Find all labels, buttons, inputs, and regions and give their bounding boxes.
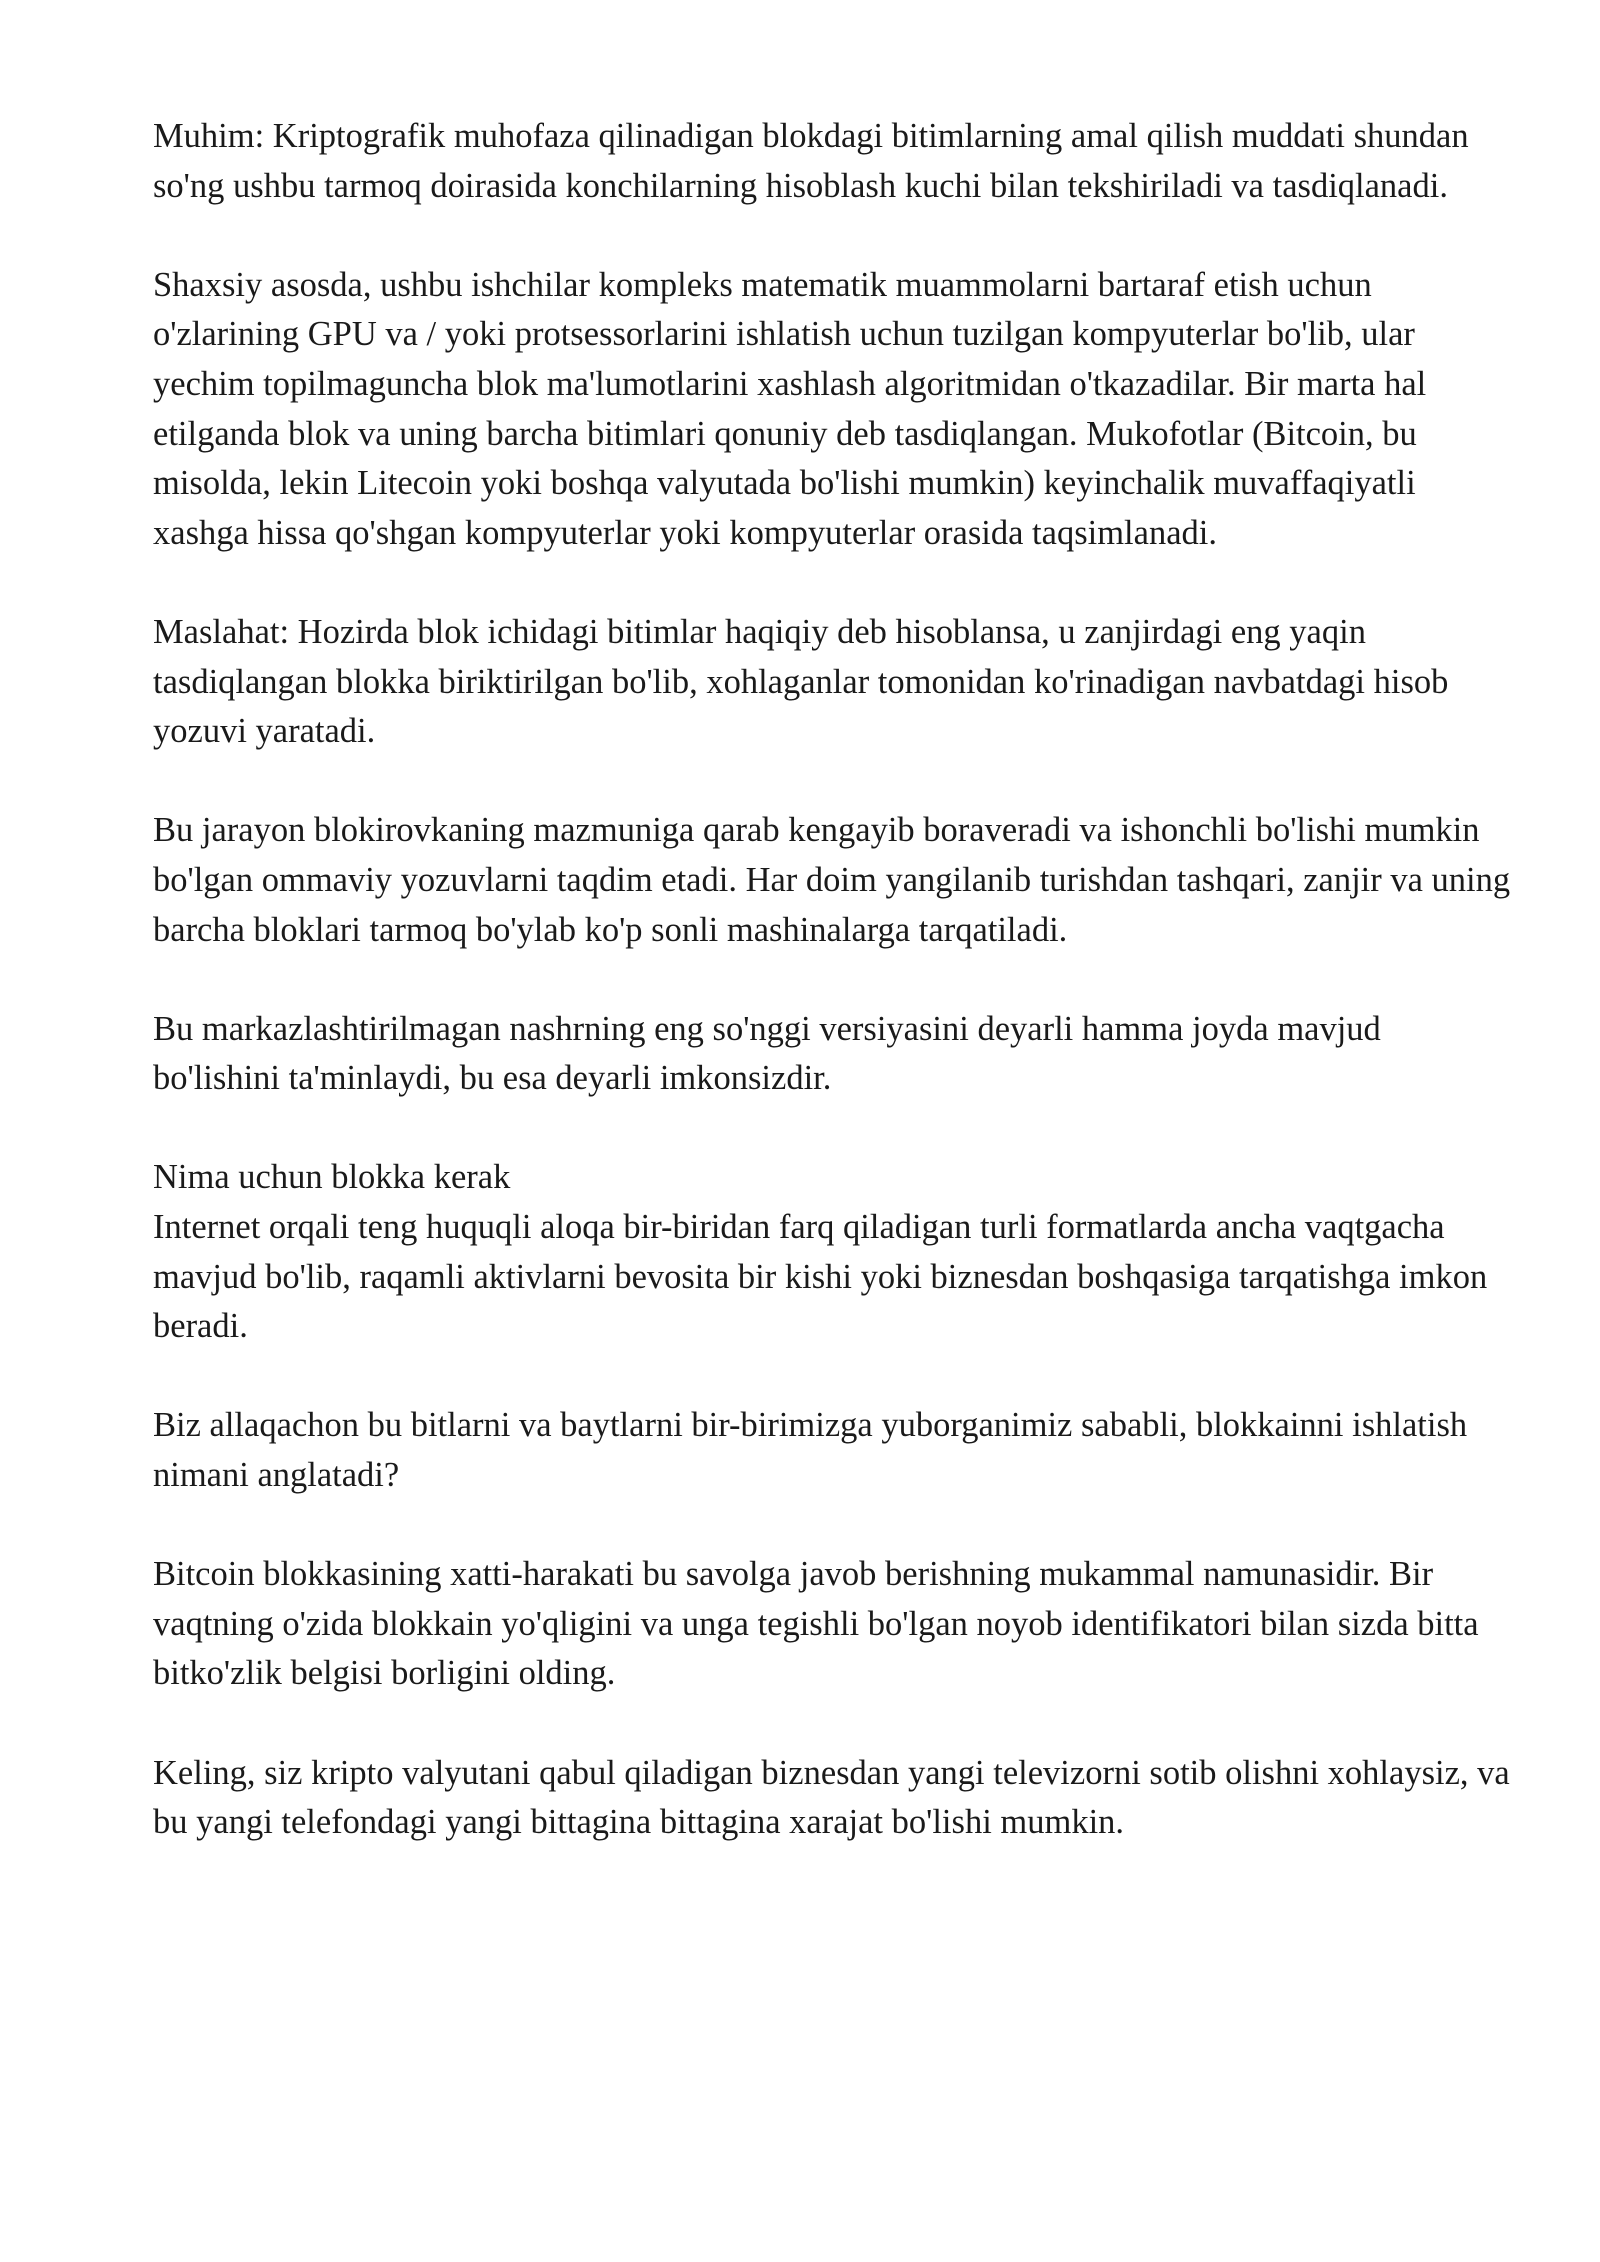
document-body bbox=[153, 112, 1513, 1897]
paragraph-keling: Keling, siz kripto valyutani qabul qiladigan biznesdan yangi televizorni sotib olishni xohlaysiz, va bu yangi telefondagi yangi bittagina bittagina xarajat bo'lishi mumkin. bbox=[153, 1753, 1510, 1842]
paragraph-maslahat: Maslahat: Hozirda blok ichidagi bitimlar haqiqiy deb hisoblansa, u zanjirdagi eng yaqin tasdiqlangan blokka biriktirilgan bo'lib, xohlaganlar tomonidan ko'rinadigan navbatdagi hisob yozuvi yaratadi. bbox=[153, 612, 1449, 751]
paragraph-shaxsiy-asosda: Shaxsiy asosda, ushbu ishchilar kompleks matematik muammolarni bartaraf etish uchun o'zlarining GPU va / yoki protsessorlarini ishlatish uchun tuzilgan kompyuterlar bo'lib, ular yechim topilmaguncha blok ma'lumotlarini xashlash algoritmidan o'tkazadilar. Bir marta hal etilganda blok va uning barcha bitimlari qonuniy deb tasdiqlangan. Mukofotlar (Bitcoin, bu misolda, lekin Litecoin yoki boshqa valyutada bo'lishi mumkin) keyinchalik muvaffaqiyatli xashga hissa qo'shgan kompyuterlar yoki kompyuterlar orasida taqsimlanadi. bbox=[153, 265, 1427, 552]
section-heading-nima-uchun: Nima uchun blokka kerak bbox=[153, 1158, 511, 1197]
paragraph-bitcoin-blokkasi: Bitcoin blokkasining xatti-harakati bu savolga javob berishning mukammal namunasidir. Bir vaqtning o'zida blokkain yo'qligini va unga tegishli bo'lgan noyob identifikatori bilan sizda bitta bitko'zlik belgisi borligini olding. bbox=[153, 1555, 1479, 1693]
paragraph-bu-jarayon: Bu jarayon blokirovkaning mazmuniga qarab kengayib boraveradi va ishonchli bo'lishi mumkin bo'lgan ommaviy yozuvlarni taqdim etadi. Har doim yangilanib turishdan tashqari, zanjir va uning barcha bloklari tarmoq bo'ylab ko'p sonli mashinalarga tarqatiladi. bbox=[153, 811, 1511, 949]
paragraph-biz-allaqachon: Biz allaqachon bu bitlarni va baytlarni bir-birimizga yuborganimiz sababli, blokkainni ishlatish nimani anglatadi? bbox=[153, 1406, 1468, 1495]
paragraph-internet-orqali: Internet orqali teng huquqli aloqa bir-biridan farq qiladigan turli formatlarda ancha vaqtgacha mavjud bo'lib, raqamli aktivlarni bevosita bir kishi yoki biznesdan boshqasiga tarqatishga imkon beradi. bbox=[153, 1208, 1488, 1346]
paragraph-markazlashtirilmagan: Bu markazlashtirilmagan nashrning eng so'nggi versiyasini deyarli hamma joyda mavjud bo'lishini ta'minlaydi, bu esa deyarli imkonsizdir. bbox=[153, 1009, 1381, 1098]
paragraph-muhim: Muhim: Kriptografik muhofaza qilinadigan blokdagi bitimlarning amal qilish muddati shundan so'ng ushbu tarmoq doirasida konchilarning hisoblash kuchi bilan tekshiriladi va tasdiqlanadi. bbox=[153, 117, 1469, 205]
